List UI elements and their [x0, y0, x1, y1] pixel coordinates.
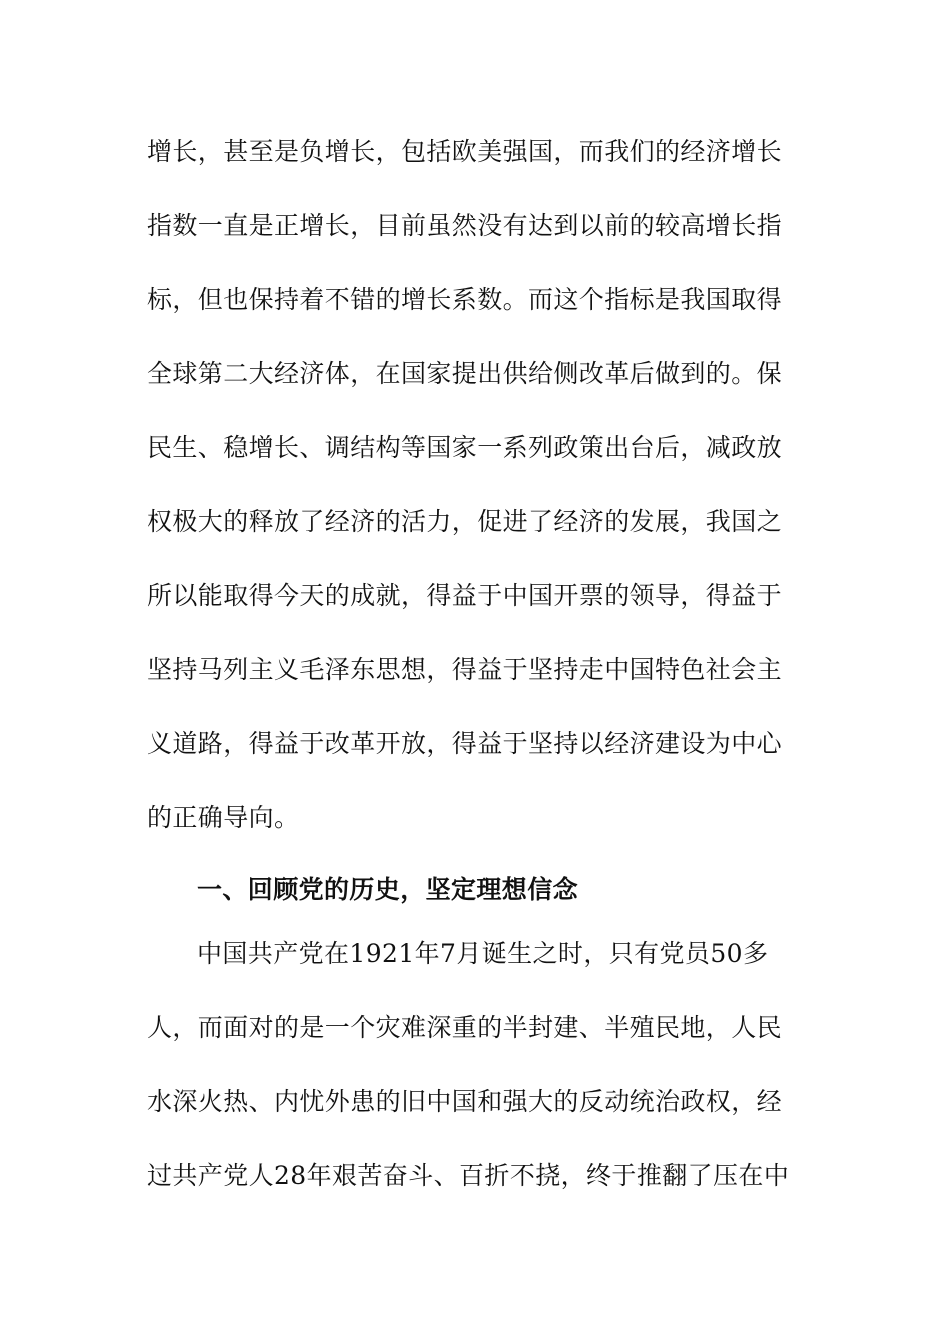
text-line: 增长，甚至是负增长，包括欧美强国，而我们的经济增长 — [147, 137, 783, 166]
text-line: 权极大的释放了经济的活力，促进了经济的发展，我国之 — [147, 507, 783, 536]
text-line: 民生、稳增长、调结构等国家一系列政策出台后，减政放 — [147, 433, 783, 462]
text-line: 的正确导向。 — [147, 803, 300, 832]
text-line: 过共产党人28年艰苦奋斗、百折不挠，终于推翻了压在中 — [147, 1161, 790, 1190]
text-line: 人，而面对的是一个灾难深重的半封建、半殖民地，人民 — [147, 1013, 783, 1042]
text-line: 中国共产党在1921年7月诞生之时，只有党员50多 — [197, 939, 769, 968]
text-line: 义道路，得益于改革开放，得益于坚持以经济建设为中心 — [147, 729, 783, 758]
text-line: 水深火热、内忧外患的旧中国和强大的反动统治政权，经 — [147, 1087, 783, 1116]
text-line: 坚持马列主义毛泽东思想，得益于坚持走中国特色社会主 — [147, 655, 783, 684]
text-line: 指数一直是正增长，目前虽然没有达到以前的较高增长指 — [147, 211, 783, 240]
text-line: 全球第二大经济体，在国家提出供给侧改革后做到的。保 — [147, 359, 783, 388]
text-line: 标，但也保持着不错的增长系数。而这个指标是我国取得 — [147, 285, 783, 314]
section-heading: 一、回顾党的历史，坚定理想信念 — [197, 875, 579, 904]
text-line: 所以能取得今天的成就，得益于中国开票的领导，得益于 — [147, 581, 783, 610]
